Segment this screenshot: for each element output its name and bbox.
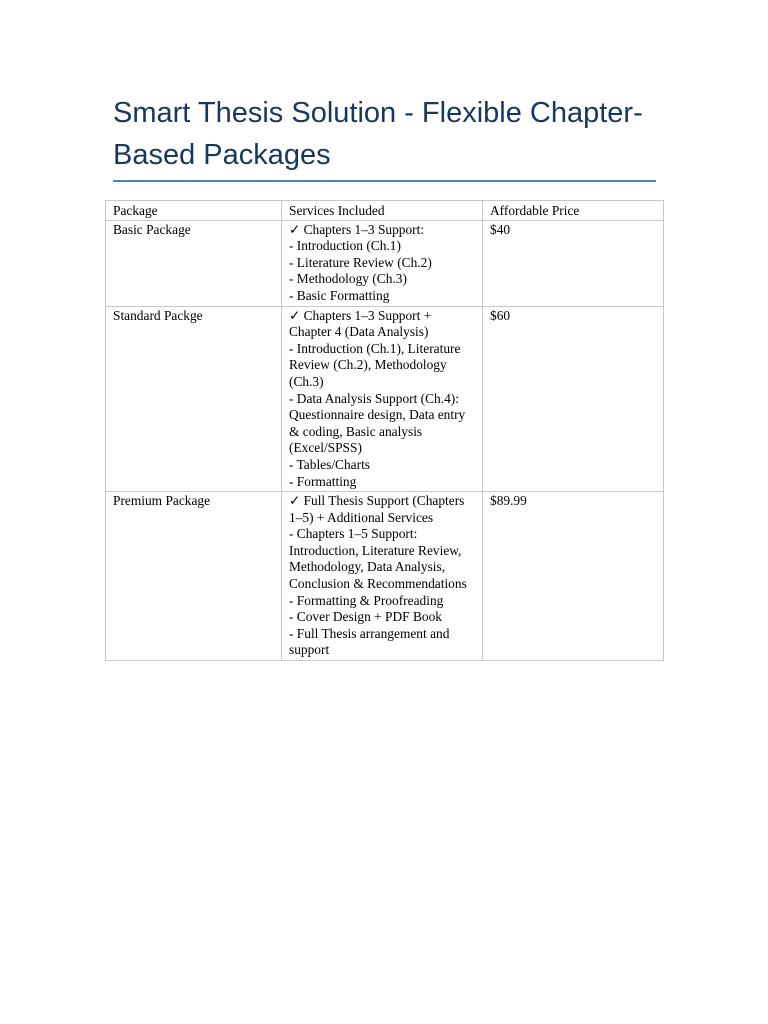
price-cell: $60 [483, 306, 664, 492]
table-header-row [106, 201, 664, 221]
header-price: Affordable Price [483, 201, 664, 221]
price-cell: $40 [483, 220, 664, 306]
service-line: ✓ Chapters 1–3 Support + Chapter 4 (Data Analysis) [289, 307, 432, 340]
table-row-standard [106, 306, 664, 492]
service-line: - Full Thesis arrangement and support [289, 625, 450, 658]
header-services: Services Included [282, 201, 483, 221]
service-line: - Methodology (Ch.3) [289, 271, 407, 287]
table-row-premium [106, 492, 664, 661]
price-cell: $89.99 [483, 492, 664, 661]
service-line: ✓ Chapters 1–3 Support: [289, 221, 425, 237]
service-line: - Tables/Charts [289, 456, 371, 472]
package-name: Standard Packge [106, 306, 282, 492]
document-title: Smart Thesis Solution - Flexible Chapter-Based Packages [113, 97, 643, 171]
service-line: - Introduction (Ch.1) [289, 238, 401, 254]
packages-table [105, 200, 664, 661]
services-cell [282, 306, 483, 492]
services-cell [282, 220, 483, 306]
service-line: - Basic Formatting [289, 287, 390, 303]
service-line: - Formatting & Proofreading [289, 592, 444, 608]
header-package: Package [106, 201, 282, 221]
service-line: - Formatting [289, 473, 357, 489]
package-name: Premium Package [106, 492, 282, 661]
title-underline [113, 180, 656, 182]
service-line: - Data Analysis Support (Ch.4): Questionnaire design, Data entry & coding, Basic analysis (Excel/SPSS) [289, 390, 466, 456]
service-line: - Literature Review (Ch.2) [289, 254, 432, 270]
services-cell [282, 492, 483, 661]
service-line: - Introduction (Ch.1), Literature Review (Ch.2), Methodology (Ch.3) [289, 340, 461, 389]
service-line: - Chapters 1–5 Support: Introduction, Literature Review, Methodology, Data Analysis, Conclusion & Recommendations [289, 526, 467, 592]
table-row-basic [106, 220, 664, 306]
service-line: - Cover Design + PDF Book [289, 609, 442, 625]
service-line: ✓ Full Thesis Support (Chapters 1–5) + Additional Services [289, 493, 465, 525]
package-name: Basic Package [106, 220, 282, 306]
